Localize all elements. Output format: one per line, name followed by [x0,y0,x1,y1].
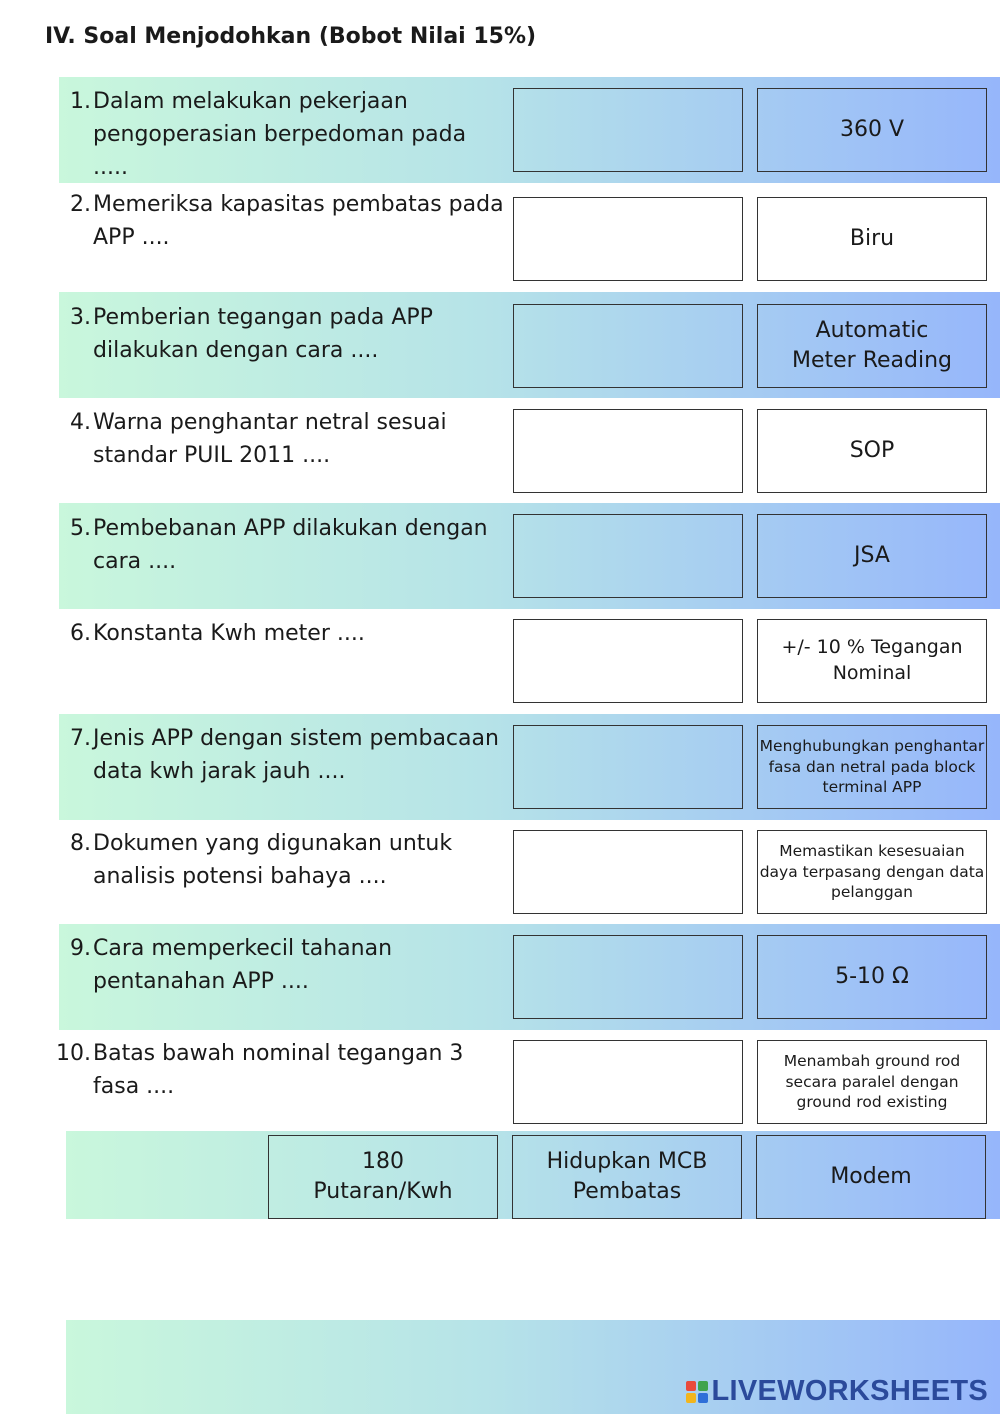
option-card[interactable]: Biru [757,197,987,281]
liveworksheets-logo[interactable]: LIVEWORKSHEETS [686,1375,989,1408]
option-card[interactable]: Modem [756,1135,986,1219]
question-1: 1. Dalam melakukan pekerjaan pengoperasian berpedoman pada ..... [70,89,467,180]
option-card[interactable]: 360 V [757,88,987,172]
answer-drop-10[interactable] [513,1040,743,1124]
answer-drop-6[interactable] [513,619,743,703]
question-2: 2. Memeriksa kapasitas pembatas pada APP .... [70,192,504,250]
answer-drop-2[interactable] [513,197,743,281]
option-card[interactable]: Memastikan kesesuaian daya terpasang dengan data pelanggan [757,830,987,914]
question-9: 9. Cara memperkecil tahanan pentanahan APP .... [70,936,393,994]
option-card[interactable]: JSA [757,514,987,598]
answer-drop-7[interactable] [513,725,743,809]
section-title: IV. Soal Menjodohkan (Bobot Nilai 15%) [45,24,537,49]
answer-drop-1[interactable] [513,88,743,172]
answer-drop-8[interactable] [513,830,743,914]
option-card[interactable]: 180 Putaran/Kwh [268,1135,498,1219]
option-card[interactable]: SOP [757,409,987,493]
option-card[interactable]: Menghubungkan penghantar fasa dan netral pada block terminal APP [757,725,987,809]
question-3: 3. Pemberian tegangan pada APP dilakukan dengan cara .... [70,305,433,363]
question-4: 4. Warna penghantar netral sesuai standar PUIL 2011 .... [70,410,447,468]
answer-drop-5[interactable] [513,514,743,598]
answer-drop-9[interactable] [513,935,743,1019]
question-10: 10. Batas bawah nominal tegangan 3 fasa .... [56,1041,464,1099]
logo-icon [686,1381,708,1403]
option-card[interactable]: Hidupkan MCB Pembatas [512,1135,742,1219]
question-5: 5. Pembebanan APP dilakukan dengan cara .... [70,516,488,574]
option-card[interactable]: Menambah ground rod secara paralel dengan ground rod existing [757,1040,987,1124]
answer-drop-4[interactable] [513,409,743,493]
option-card[interactable]: 5-10 Ω [757,935,987,1019]
question-7: 7. Jenis APP dengan sistem pembacaan data kwh jarak jauh .... [70,726,499,784]
answer-drop-3[interactable] [513,304,743,388]
option-card[interactable]: Automatic Meter Reading [757,304,987,388]
question-8: 8. Dokumen yang digunakan untuk analisis potensi bahaya .... [70,831,453,889]
question-6: 6. Konstanta Kwh meter .... [70,621,365,646]
option-card[interactable]: +/- 10 % Tegangan Nominal [757,619,987,703]
